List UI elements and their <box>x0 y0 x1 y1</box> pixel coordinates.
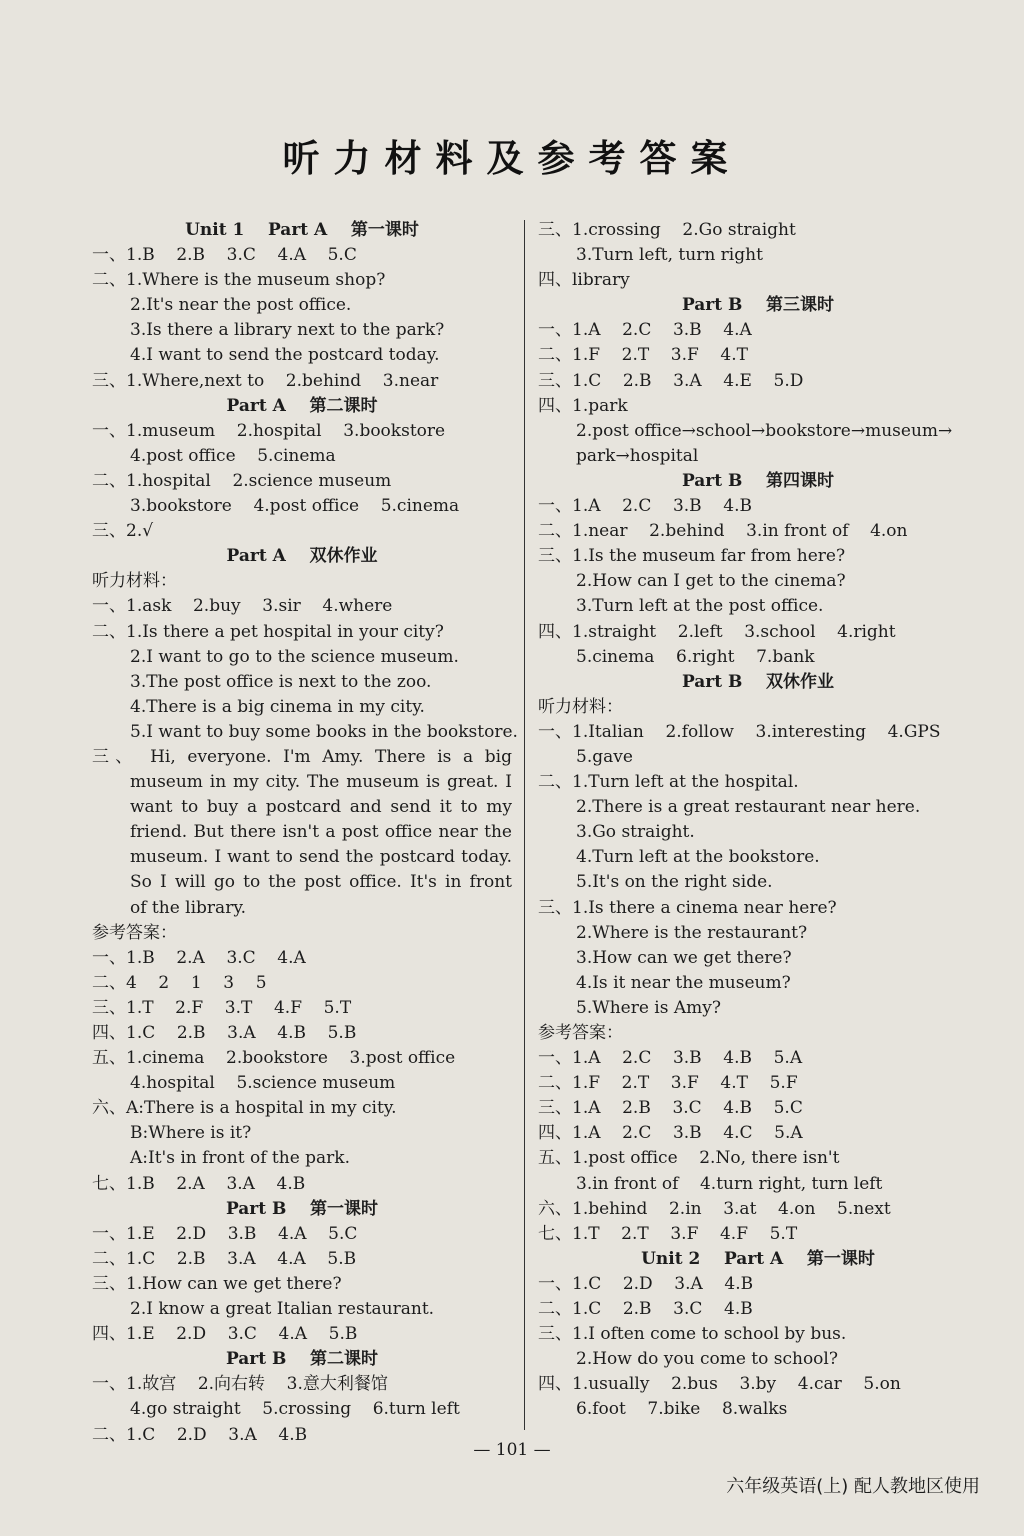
answer-line: 三、 Hi, everyone. I'm Amy. There is a big <box>92 746 512 767</box>
answer-line: 5.I want to buy some books in the bookstore. <box>130 721 518 742</box>
answer-line: 2.How do you come to school? <box>576 1349 838 1370</box>
answer-line: 参考答案： <box>92 922 177 943</box>
page-title: 听力材料及参考答案 <box>282 137 742 180</box>
answer-line: 3.Go straight. <box>576 822 695 843</box>
answer-line: 一、1.B 2.A 3.C 4.A <box>92 947 306 968</box>
answer-line: 3.How can we get there? <box>576 947 792 968</box>
answer-line: 2.There is a great restaurant near here. <box>576 797 921 818</box>
answer-line: 二、1.C 2.D 3.A 4.B <box>92 1424 308 1445</box>
answer-line: 6.foot 7.bike 8.walks <box>576 1399 788 1420</box>
answer-line: 一、1.Italian 2.follow 3.interesting 4.GPS <box>538 721 941 742</box>
answer-line: 二、1.C 2.B 3.C 4.B <box>538 1299 753 1320</box>
answer-line: park→hospital <box>576 445 699 466</box>
answer-line: 一、1.C 2.D 3.A 4.B <box>538 1273 754 1294</box>
answer-line: 3.bookstore 4.post office 5.cinema <box>130 496 460 517</box>
answer-line: 三、1.Is there a cinema near here? <box>538 897 837 918</box>
answer-line: 三、1.I often come to school by bus. <box>538 1324 847 1345</box>
answer-line: 4.post office 5.cinema <box>130 445 336 466</box>
answer-line: 七、1.T 2.T 3.F 4.F 5.T <box>538 1223 798 1244</box>
answer-line: 一、1.故宫 2.向右转 3.意大利餐馆 <box>92 1374 388 1395</box>
answer-line: 四、1.A 2.C 3.B 4.C 5.A <box>538 1123 803 1144</box>
right-column <box>538 218 978 1423</box>
answer-line: 二、1.Turn left at the hospital. <box>538 772 799 793</box>
page-number: — 101 — <box>473 1440 551 1460</box>
answer-line: 3.The post office is next to the zoo. <box>130 671 432 692</box>
section-heading: Part B 第四课时 <box>681 470 835 491</box>
answer-line: 3.Turn left, turn right <box>576 245 763 266</box>
answer-line: 4.Turn left at the bookstore. <box>576 847 820 868</box>
answer-line: 二、1.F 2.T 3.F 4.T <box>538 345 748 366</box>
answer-line: 三、1.A 2.B 3.C 4.B 5.C <box>538 1098 803 1119</box>
answer-line: 一、1.A 2.C 3.B 4.B <box>538 496 752 517</box>
answer-line: So I will go to the post office. It's in front <box>130 872 512 893</box>
answer-line: museum in my city. The museum is great. I <box>130 772 512 793</box>
section-heading: Unit 2 Part A 第一课时 <box>641 1248 875 1269</box>
left-column <box>92 218 518 1448</box>
answer-line: 一、1.museum 2.hospital 3.bookstore <box>92 420 446 441</box>
answer-line: 听力材料： <box>92 571 177 592</box>
answer-line: 参考答案： <box>538 1023 623 1043</box>
answer-line: museum. I want to send the postcard today. <box>130 847 512 868</box>
answer-line: 二、1.near 2.behind 3.in front of 4.on <box>538 521 908 542</box>
section-heading: Part B 第二课时 <box>225 1349 379 1370</box>
answer-line: 4.I want to send the postcard today. <box>130 345 440 366</box>
answer-line: A:It's in front of the park. <box>130 1148 351 1169</box>
answer-line: 六、A:There is a hospital in my city. <box>92 1098 397 1119</box>
answer-line: 一、1.A 2.C 3.B 4.B 5.A <box>538 1048 803 1069</box>
answer-line: 五、1.cinema 2.bookstore 3.post office <box>92 1048 456 1069</box>
answer-line: 三、2.√ <box>92 521 154 542</box>
answer-line: 二、1.hospital 2.science museum <box>92 470 392 491</box>
answer-line: 二、1.C 2.B 3.A 4.A 5.B <box>92 1248 357 1269</box>
answer-line: of the library. <box>130 897 247 918</box>
answer-line: 五、1.post office 2.No, there isn't <box>538 1148 840 1169</box>
answer-line: 2.Where is the restaurant? <box>576 922 808 943</box>
answer-line: 5.gave <box>576 746 633 767</box>
answer-line: 一、1.B 2.B 3.C 4.A 5.C <box>92 245 357 266</box>
answer-line: 三、1.crossing 2.Go straight <box>538 220 796 240</box>
answer-line: 听力材料： <box>538 696 623 717</box>
answer-line: 一、1.A 2.C 3.B 4.A <box>538 320 752 341</box>
section-heading: Part B 第三课时 <box>681 295 835 316</box>
answer-line: 5.Where is Amy? <box>576 997 721 1018</box>
answer-line: 4.There is a big cinema in my city. <box>130 696 425 717</box>
answer-line: 3.Turn left at the post office. <box>576 596 824 617</box>
section-heading: Part A 第二课时 <box>226 395 378 416</box>
answer-line: 三、1.Where,next to 2.behind 3.near <box>92 370 439 391</box>
answer-line: 四、1.E 2.D 3.C 4.A 5.B <box>92 1324 358 1345</box>
answer-line: 三、1.How can we get there? <box>92 1273 342 1294</box>
answer-line: 四、1.park <box>538 395 628 416</box>
answer-line: B:Where is it? <box>130 1123 252 1144</box>
answer-line: 4.hospital 5.science museum <box>130 1073 396 1094</box>
section-heading: Part A 双休作业 <box>226 546 378 567</box>
answer-line: 二、1.Where is the museum shop? <box>92 270 386 291</box>
answer-line: 三、1.T 2.F 3.T 4.F 5.T <box>92 997 352 1018</box>
section-heading: Part B 第一课时 <box>225 1198 379 1219</box>
answer-line: 四、1.usually 2.bus 3.by 4.car 5.on <box>538 1374 901 1395</box>
answer-line: 2.How can I get to the cinema? <box>576 571 846 592</box>
section-heading: Unit 1 Part A 第一课时 <box>185 220 419 240</box>
answer-line: want to buy a postcard and send it to my <box>130 797 512 818</box>
answer-line: 二、1.F 2.T 3.F 4.T 5.F <box>538 1073 798 1094</box>
answer-line: 2.I know a great Italian restaurant. <box>130 1299 435 1320</box>
answer-line: 3.in front of 4.turn right, turn left <box>576 1173 883 1194</box>
answer-line: 二、4 2 1 3 5 <box>92 972 267 993</box>
answer-line: 2.It's near the post office. <box>130 295 352 316</box>
column-divider <box>524 220 525 1430</box>
answer-line: friend. But there isn't a post office near the <box>130 822 512 843</box>
answer-line: 5.It's on the right side. <box>576 872 773 893</box>
answer-line: 5.cinema 6.right 7.bank <box>576 646 815 667</box>
answer-line: 一、1.E 2.D 3.B 4.A 5.C <box>92 1223 358 1244</box>
answer-line: 3.Is there a library next to the park? <box>130 320 445 341</box>
answer-line: 2.post office→school→bookstore→museum→ <box>576 420 953 441</box>
answer-line: 2.I want to go to the science museum. <box>130 646 459 667</box>
answer-line: 四、1.straight 2.left 3.school 4.right <box>538 621 896 642</box>
book-info: 六年级英语(上) 配人教地区使用 <box>726 1476 980 1497</box>
answer-line: 二、1.Is there a pet hospital in your city? <box>92 621 444 642</box>
answer-line: 4.go straight 5.crossing 6.turn left <box>130 1399 460 1420</box>
answer-line: 七、1.B 2.A 3.A 4.B <box>92 1173 306 1194</box>
answer-line: 四、1.C 2.B 3.A 4.B 5.B <box>92 1023 357 1043</box>
answer-line: 六、1.behind 2.in 3.at 4.on 5.next <box>538 1198 891 1219</box>
answer-line: 四、library <box>538 270 630 291</box>
answer-line: 4.Is it near the museum? <box>576 972 791 993</box>
answer-line: 三、1.C 2.B 3.A 4.E 5.D <box>538 370 804 391</box>
answer-line: 三、1.Is the museum far from here? <box>538 546 846 567</box>
section-heading: Part B 双休作业 <box>681 671 835 692</box>
answer-line: 一、1.ask 2.buy 3.sir 4.where <box>92 596 393 617</box>
